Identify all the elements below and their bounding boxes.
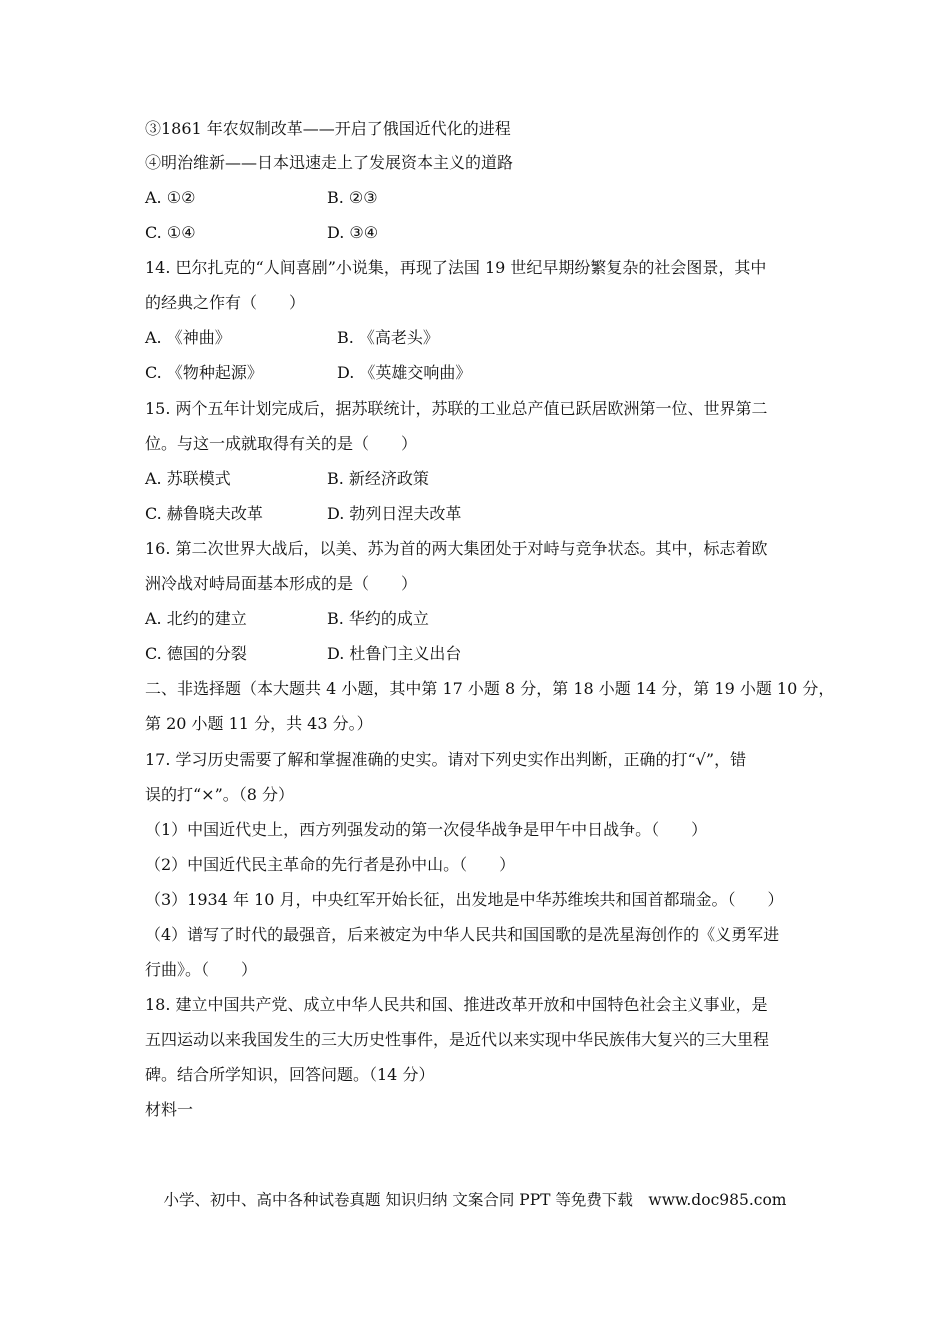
q17-statement-4-line-1: （4）谱写了时代的最强音，后来被定为中华人民共和国国歌的是冼星海创作的《义勇军进 [145,925,780,944]
q17-statement-1: （1）中国近代史上，西方列强发动的第一次侵华战争是甲午中日战争。（ ） [145,820,708,839]
q16-option-d: D. 杜鲁门主义出台 [327,644,462,663]
q16-stem-line-1: 16. 第二次世界大战后，以美、苏为首的两大集团处于对峙与竞争状态。其中，标志着欧 [145,539,768,558]
q15-option-b: B. 新经济政策 [327,469,429,488]
q13-item-4: ④明治维新——日本迅速走上了发展资本主义的道路 [145,153,514,172]
q16-option-a: A. 北约的建立 [145,609,247,628]
q14-option-a: A. 《神曲》 [145,328,231,347]
q17-statement-4-line-2: 行曲》。（ ） [145,960,258,979]
q13-item-3: ③1861 年农奴制改革——开启了俄国近代化的进程 [145,119,511,138]
q16-option-b: B. 华约的成立 [327,609,429,628]
q17-stem-line-1: 17. 学习历史需要了解和掌握准确的史实。请对下列史实作出判断，正确的打“√”，错 [145,750,747,769]
page-footer: 小学、初中、高中各种试卷真题 知识归纳 文案合同 PPT 等免费下载 www.doc985.com [163,1191,787,1209]
q14-option-d: D. 《英雄交响曲》 [337,363,472,382]
section-2-heading-line-1: 二、非选择题（本大题共 4 小题，其中第 17 小题 8 分，第 18 小题 14 分，第 19 小题 10 分， [145,679,835,698]
section-2-heading-line-2: 第 20 小题 11 分，共 43 分。） [145,714,373,733]
q14-option-b: B. 《高老头》 [337,328,439,347]
q15-option-a: A. 苏联模式 [145,469,231,488]
q15-stem-line-2: 位。与这一成就取得有关的是（ ） [145,434,418,453]
q13-option-d: D. ③④ [327,223,379,242]
q17-stem-line-2: 误的打“×”。（8 分） [145,785,295,804]
q15-option-d: D. 勃列日涅夫改革 [327,504,462,523]
q17-statement-3: （3）1934 年 10 月，中央红军开始长征，出发地是中华苏维埃共和国首都瑞金。（ ） [145,890,784,909]
q15-stem-line-1: 15. 两个五年计划完成后，据苏联统计，苏联的工业总产值已跃居欧洲第一位、世界第二 [145,399,768,418]
q13-option-a: A. ①② [145,188,196,207]
q14-stem-line-1: 14. 巴尔扎克的“人间喜剧”小说集，再现了法国 19 世纪早期纷繁复杂的社会图景，其中 [145,258,767,277]
q16-stem-line-2: 洲冷战对峙局面基本形成的是（ ） [145,574,418,593]
q14-option-c: C. 《物种起源》 [145,363,263,382]
q18-stem-line-2: 五四运动以来我国发生的三大历史性事件，是近代以来实现中华民族伟大复兴的三大里程 [145,1030,770,1049]
q18-stem-line-3: 碑。结合所学知识，回答问题。（14 分） [145,1065,435,1084]
q17-statement-2: （2）中国近代民主革命的先行者是孙中山。（ ） [145,855,516,874]
q18-stem-line-1: 18. 建立中国共产党、成立中华人民共和国、推进改革开放和中国特色社会主义事业，是 [145,995,768,1014]
q18-material-label: 材料一 [145,1100,194,1119]
q13-option-b: B. ②③ [327,188,378,207]
q15-option-c: C. 赫鲁晓夫改革 [145,504,263,523]
q14-stem-line-2: 的经典之作有（ ） [145,293,306,312]
q13-option-c: C. ①④ [145,223,196,242]
q16-option-c: C. 德国的分裂 [145,644,247,663]
